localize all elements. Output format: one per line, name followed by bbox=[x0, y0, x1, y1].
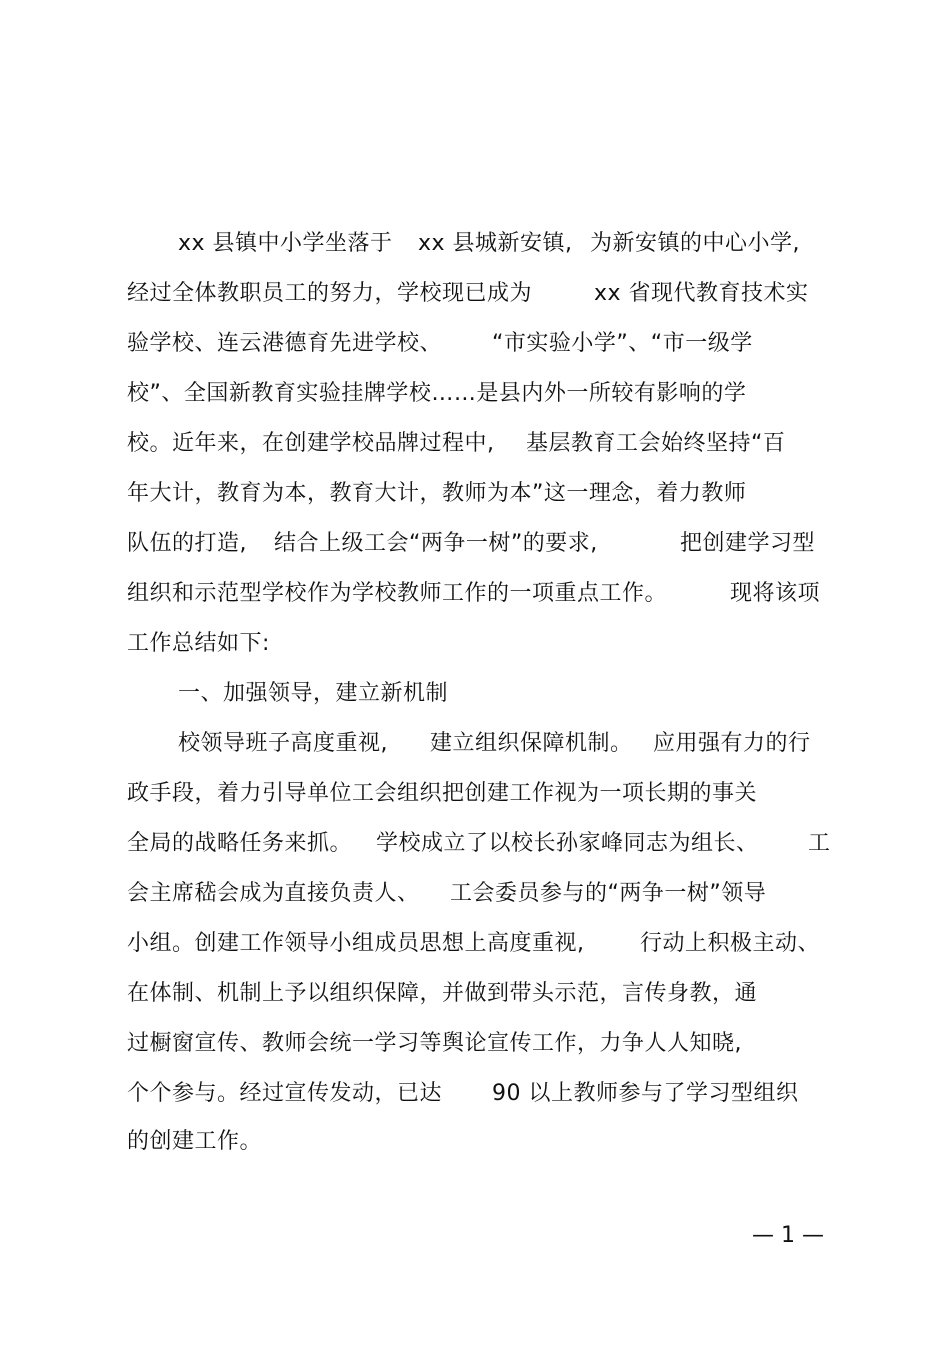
paragraph-line bbox=[0, 229, 950, 259]
paragraph-line bbox=[0, 779, 950, 809]
paragraph-line bbox=[0, 629, 950, 659]
text-segment: 工会委员参与的“两争一树”领导 bbox=[450, 881, 767, 906]
paragraph-line bbox=[0, 829, 950, 859]
paragraph-line bbox=[0, 1029, 950, 1059]
text-segment: 校领导班子高度重视, bbox=[178, 731, 388, 756]
text-segment: 经过全体教职员工的努力，学校现已成为 bbox=[127, 281, 533, 306]
text-segment: 现将该项 bbox=[730, 581, 821, 606]
paragraph-line bbox=[0, 879, 950, 909]
text-segment: 基层教育工会始终坚持“百 bbox=[526, 431, 786, 456]
text-segment: 校”、全国新教育实验挂牌学校……是县内外一所较有影响的学 bbox=[127, 381, 747, 406]
text-segment: 90 以上教师参与了学习型组织 bbox=[492, 1081, 799, 1106]
text-segment: 校。近年来，在创建学校品牌过程中, bbox=[127, 431, 495, 456]
text-segment: 为新安镇的中心小学, bbox=[590, 231, 800, 256]
page-number: — 1 — bbox=[752, 1223, 824, 1248]
text-segment: 政手段，着力引导单位工会组织把创建工作视为一项长期的事关 bbox=[127, 781, 758, 806]
text-segment: 过橱窗宣传、教师会统一学习等舆论宣传工作，力争人人知晓, bbox=[127, 1031, 742, 1056]
text-segment: 建立组织保障机制。 bbox=[430, 731, 633, 756]
text-segment: 会主席嵇会成为直接负责人、 bbox=[127, 881, 420, 906]
text-segment: 全局的战略任务来抓。 bbox=[127, 831, 353, 856]
paragraph-line bbox=[0, 379, 950, 409]
text-segment: 工作总结如下: bbox=[127, 631, 270, 656]
text-segment: 应用强有力的行 bbox=[653, 731, 811, 756]
paragraph-line bbox=[0, 1079, 950, 1109]
paragraph-line bbox=[0, 1127, 950, 1157]
section-heading bbox=[0, 679, 950, 709]
text-segment: 把创建学习型 bbox=[680, 531, 816, 556]
text-segment: 行动上积极主动、 bbox=[640, 931, 821, 956]
paragraph-line bbox=[0, 279, 950, 309]
paragraph-line bbox=[0, 479, 950, 509]
text-segment: xx 县镇中小学坐落于 bbox=[178, 231, 393, 256]
text-segment: 验学校、连云港德育先进学校、 bbox=[127, 331, 443, 356]
text-segment: xx 省现代教育技术实 bbox=[594, 281, 809, 306]
text-segment: 队伍的打造, bbox=[127, 531, 247, 556]
text-segment: 的创建工作。 bbox=[127, 1129, 263, 1154]
paragraph-line bbox=[0, 979, 950, 1009]
text-segment: “市实验小学”、“市一级学 bbox=[492, 331, 753, 356]
paragraph-line bbox=[0, 329, 950, 359]
text-segment: 年大计，教育为本，教育大计，教师为本”这一理念，着力教师 bbox=[127, 481, 747, 506]
text-segment: 学校成立了以校长孙家峰同志为组长、 bbox=[376, 831, 759, 856]
paragraph-line bbox=[0, 929, 950, 959]
text-segment: 工 bbox=[808, 831, 831, 856]
text-segment: 在体制、机制上予以组织保障，并做到带头示范，言传身教，通 bbox=[127, 981, 758, 1006]
text-segment: 组织和示范型学校作为学校教师工作的一项重点工作。 bbox=[127, 581, 668, 606]
paragraph-line bbox=[0, 429, 950, 459]
text-segment: 个个参与。经过宣传发动，已达 bbox=[127, 1081, 443, 1106]
text-segment: 结合上级工会“两争一树”的要求, bbox=[274, 531, 598, 556]
text-segment: 小组。创建工作领导小组成员思想上高度重视, bbox=[127, 931, 585, 956]
paragraph-line bbox=[0, 729, 950, 759]
paragraph-line bbox=[0, 529, 950, 559]
paragraph-line bbox=[0, 579, 950, 609]
text-segment: xx 县城新安镇, bbox=[418, 231, 573, 256]
text-segment: 一、加强领导，建立新机制 bbox=[178, 681, 449, 706]
